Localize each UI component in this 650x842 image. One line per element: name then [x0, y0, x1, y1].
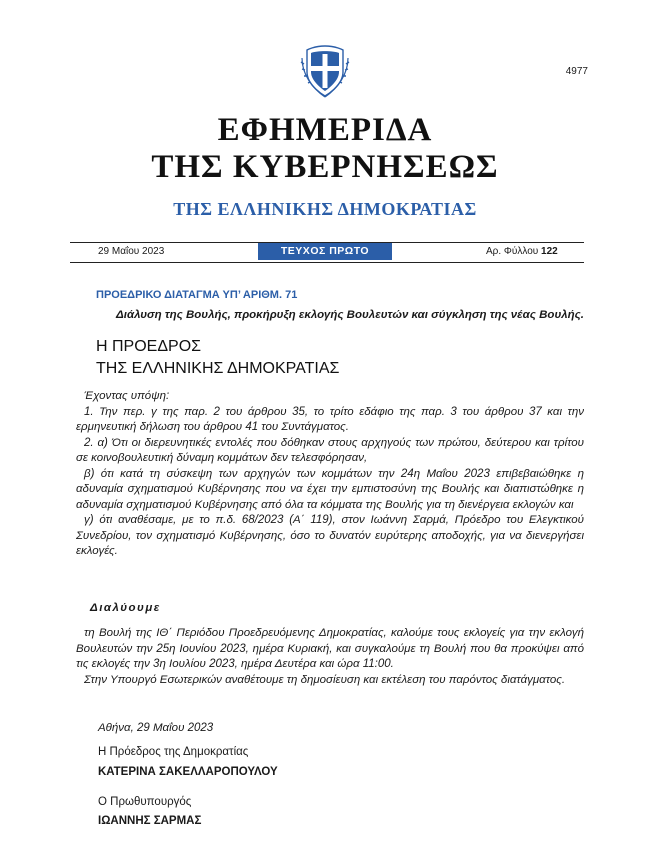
sheet-number-value: 122 [541, 246, 558, 257]
issue-label: ΤΕΥΧΟΣ ΠΡΩΤΟ [258, 243, 392, 260]
issue-date: 29 Μαΐου 2023 [98, 246, 165, 257]
signatory-2-name: ΙΩΑΝΝΗΣ ΣΑΡΜΑΣ [98, 815, 202, 827]
considerations [76, 389, 584, 560]
signatory-1-role: Η Πρόεδρος της Δημοκρατίας [98, 746, 249, 758]
signatory-1-name: ΚΑΤΕΡΙΝΑ ΣΑΚΕΛΛΑΡΟΠΟΥΛΟΥ [98, 766, 278, 778]
place-date: Αθήνα, 29 Μαΐου 2023 [98, 722, 214, 734]
decision [76, 626, 584, 688]
masthead-subtitle: ΤΗΣ ΚΥΒΕΡΝΗΣΕΩΣ [151, 149, 499, 185]
signatory-2-role: Ο Πρωθυπουργός [98, 796, 192, 808]
paragraph-2a: 2. α) Ότι οι διερευνητικές εντολές που δόθηκαν στους αρχηγούς των πρώτου, δεύτερου και τρίτου σε κοινοβουλευτική δύναμη κομμάτων δεν τελεσφόρησαν, [76, 436, 584, 464]
paragraph-2b: β) ότι κατά τη σύσκεψη των αρχηγών των κομμάτων την 24η Μαΐου 2023 επιβεβαιώθηκε η αδυναμία σχηματισμού Κυβέρνησης που να έχει την εμπιστοσύνη της Βουλής και διαπιστώθηκε η αδυναμία σχηματισμού Κυβέρνησης από όλα τα κόμματα της Βουλής για τη διενέργεια εκλογών και [76, 467, 584, 511]
president-heading [96, 336, 339, 380]
paragraph-2c: γ) ότι αναθέσαμε, με το π.δ. 68/2023 (Α΄ 119), στον Ιωάννη Σαρμά, Πρόεδρο του Ελεγκτικού Συνεδρίου, τον σχηματισμό Κυβέρνησης, όσο το δυνατόν ευρύτερης αποδοχής, για να διενεργήσει εκλογές. [76, 514, 584, 557]
header-bottom-rule [70, 262, 584, 263]
decree-title: ΠΡΟΕΔΡΙΚΟ ΔΙΑΤΑΓΜΑ ΥΠ’ ΑΡΙΘΜ. 71 [96, 289, 298, 301]
sheet-number [486, 246, 558, 257]
decree-subject: Διάλυση της Βουλής, προκήρυξη εκλογής Βουλευτών και σύγκληση της νέας Βουλής. [116, 309, 584, 321]
president-heading-line1: Η ΠΡΟΕΔΡΟΣ [96, 338, 202, 355]
masthead-title: ΕΦΗΜΕΡΙΔΑ [217, 112, 433, 148]
paragraph-1: 1. Την περ. γ της παρ. 2 του άρθρου 35, το τρίτο εδάφιο της παρ. 3 του άρθρου 37 και την ερμηνευτική δήλωση του άρθρου 41 του Συντάγματος. [76, 405, 584, 433]
paragraph-3: τη Βουλή της ΙΘ΄ Περιόδου Προεδρευόμενης Δημοκρατίας, καλούμε τους εκλογείς για την εκλογή Βουλευτών την 25η Ιουνίου 2023, ημέρα Κυριακή, και συγκαλούμε τη Βουλή που θα προκύψει από τις εκλογές την 3η Ιουλίου 2023, ημέρα Δευτέρα και ώρα 11:00. [76, 627, 584, 670]
dissolve-heading: Διαλύουμε [90, 602, 161, 614]
paragraph-4: Στην Υπουργό Εσωτερικών αναθέτουμε τη δημοσίευση και εκτέλεση του παρόντος διατάγματος. [84, 673, 566, 686]
president-heading-line2: ΤΗΣ ΕΛΛΗΝΙΚΗΣ ΔΗΜΟΚΡΑΤΙΑΣ [96, 360, 340, 377]
masthead-republic: ΤΗΣ ΕΛΛΗΝΙΚΗΣ ΔΗΜΟΚΡΑΤΙΑΣ [173, 199, 477, 219]
page-number: 4977 [565, 66, 588, 77]
coat-of-arms-icon [300, 44, 350, 99]
sheet-label: Αρ. Φύλλου [486, 246, 539, 257]
considering-intro: Έχοντας υπόψη: [84, 390, 170, 402]
